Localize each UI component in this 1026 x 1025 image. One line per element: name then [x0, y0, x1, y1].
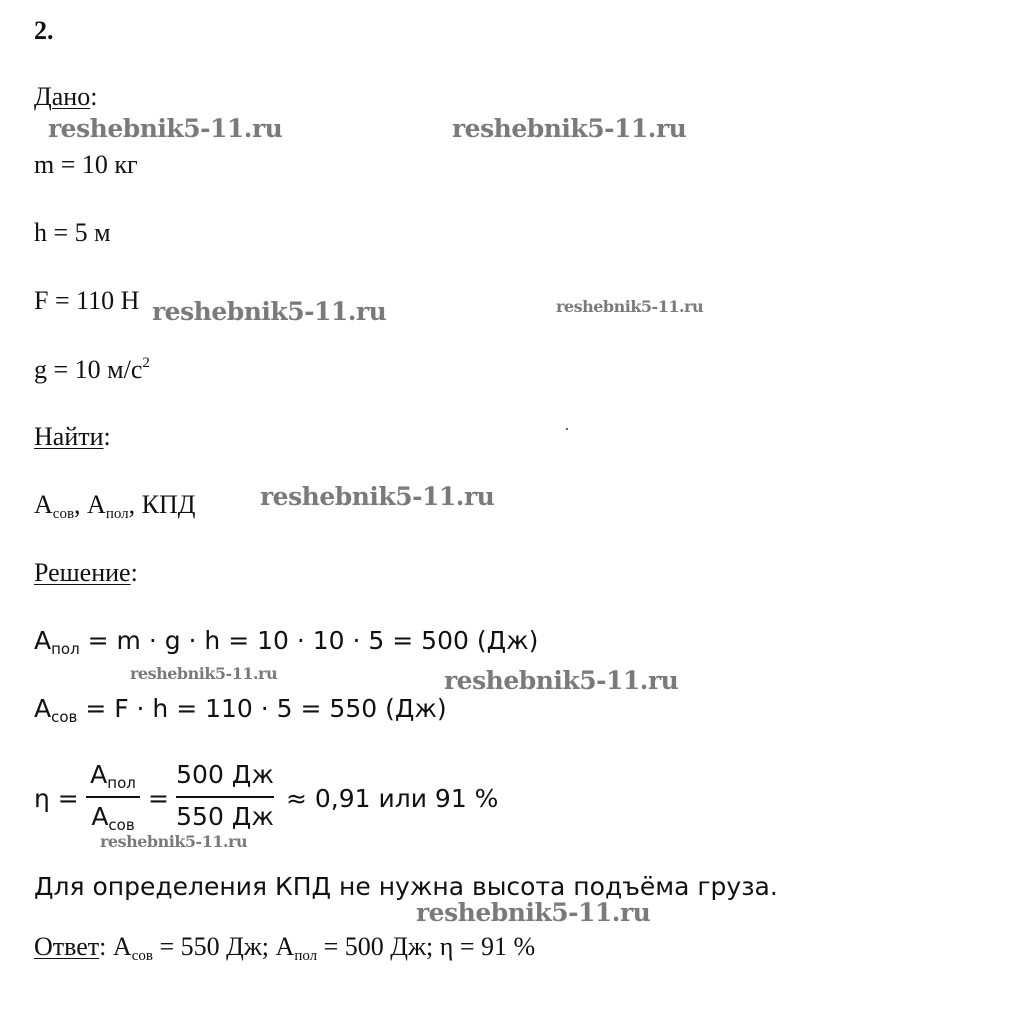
- given-gravity-base: g = 10 м/с: [34, 355, 143, 384]
- find-kpd: , КПД: [128, 490, 196, 519]
- fraction-joule-ratio: [176, 760, 274, 830]
- answer-sub2: пол: [294, 948, 318, 964]
- eq2-subscript: сов: [51, 708, 78, 726]
- fraction-joule-denominator: 550 Дж: [176, 802, 274, 831]
- find-items: [34, 492, 196, 522]
- eq1-expression: = m · g · h = 10 · 10 · 5 = 500 (Дж): [79, 626, 539, 655]
- eq2-expression: = F · h = 110 · 5 = 550 (Дж): [77, 694, 447, 723]
- solution-heading-line: [34, 560, 138, 586]
- given-heading-line: [34, 84, 97, 110]
- equation-total-work: [34, 694, 447, 726]
- fraction-work-denominator: [86, 802, 140, 834]
- task-number: 2.: [34, 16, 54, 45]
- frac1-den-a: А: [91, 802, 109, 831]
- frac1-num-a: А: [90, 760, 108, 789]
- given-gravity-exponent: 2: [142, 355, 150, 371]
- answer-colon: :: [99, 932, 107, 961]
- speck: [566, 428, 568, 430]
- given-gravity: [34, 356, 150, 383]
- find-heading-line: [34, 424, 111, 450]
- given-force: F = 110 Н: [34, 286, 140, 315]
- given-mass: m = 10 кг: [34, 150, 138, 179]
- watermark: reshebnik5-11.ru: [444, 666, 679, 695]
- answer-line: [34, 934, 535, 964]
- eq1-subscript: пол: [51, 640, 80, 658]
- given-colon: :: [90, 82, 98, 111]
- eta-symbol: η =: [34, 784, 79, 813]
- efficiency-result: ≈ 0,91 или 91 %: [286, 784, 499, 813]
- eq2-a-symbol: А: [34, 694, 52, 723]
- fraction-equals: =: [148, 784, 169, 813]
- watermark: reshebnik5-11.ru: [260, 482, 495, 511]
- find-separator: ,: [74, 490, 88, 519]
- fraction-joule-bar: [176, 796, 274, 798]
- frac1-num-sub: пол: [107, 774, 136, 792]
- find-heading: Найти: [34, 422, 104, 451]
- watermark: reshebnik5-11.ru: [556, 297, 704, 316]
- solution-colon: :: [130, 558, 138, 587]
- answer-a1: А: [106, 932, 132, 961]
- given-height: h = 5 м: [34, 218, 111, 247]
- answer-sub1: сов: [131, 948, 153, 964]
- solution-heading: Решение: [34, 558, 131, 587]
- given-heading: Дано: [34, 82, 91, 111]
- solution-note: Для определения КПД не нужна высота подъёма груза.: [34, 872, 778, 901]
- find-a-sov-sub: сов: [52, 506, 75, 522]
- watermark: reshebnik5-11.ru: [100, 832, 248, 851]
- eq1-a-symbol: А: [34, 626, 52, 655]
- watermark: reshebnik5-11.ru: [416, 898, 651, 927]
- watermark: reshebnik5-11.ru: [130, 664, 278, 683]
- fraction-work-bar: [86, 796, 140, 798]
- answer-mid: = 550 Дж; А: [152, 932, 295, 961]
- find-a-pol-symbol: А: [87, 490, 106, 519]
- watermark: reshebnik5-11.ru: [452, 114, 687, 143]
- find-a-pol-sub: пол: [105, 506, 129, 522]
- watermark: reshebnik5-11.ru: [152, 297, 387, 326]
- answer-tail: = 500 Дж; η = 91 %: [317, 932, 536, 961]
- fraction-joule-numerator: 500 Дж: [176, 760, 274, 789]
- fraction-work-numerator: [86, 760, 140, 792]
- fraction-work-ratio: [86, 760, 140, 834]
- find-colon: :: [103, 422, 111, 451]
- answer-heading: Ответ: [34, 932, 100, 961]
- find-a-sov-symbol: А: [34, 490, 53, 519]
- equation-useful-work: [34, 626, 538, 658]
- frac1-den-sub: сов: [108, 816, 135, 834]
- watermark: reshebnik5-11.ru: [48, 114, 283, 143]
